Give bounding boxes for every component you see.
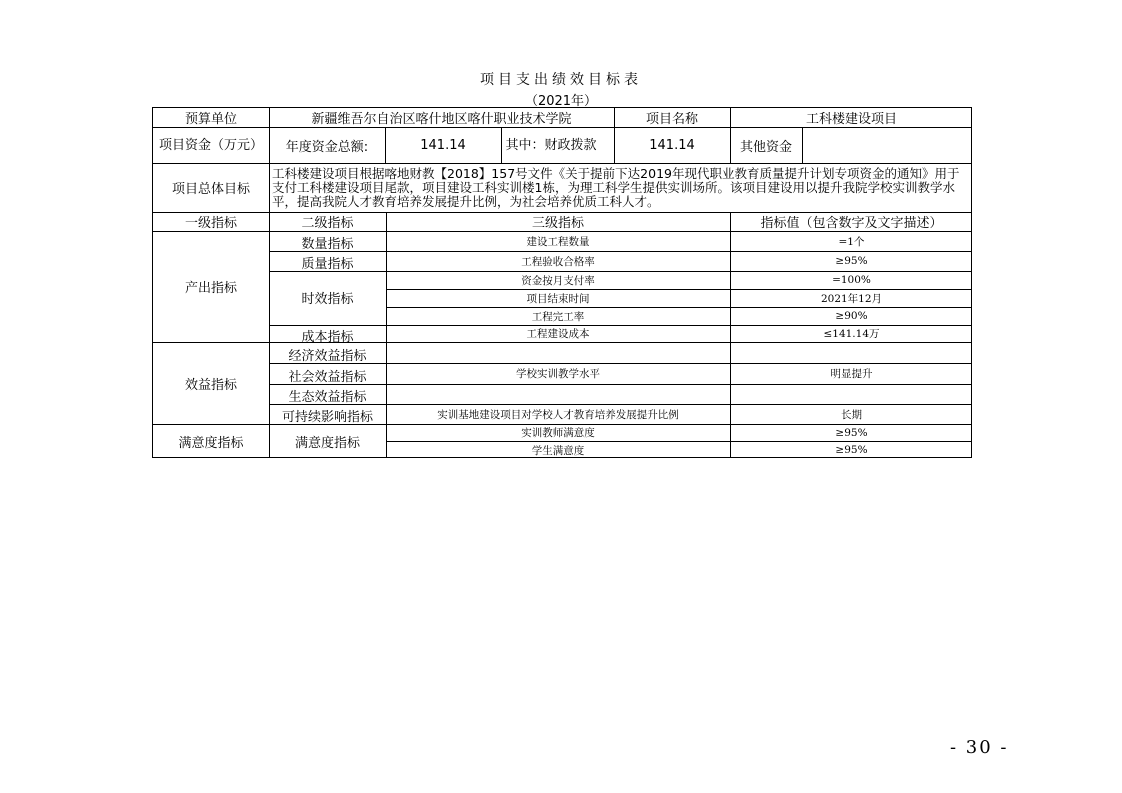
level3-value xyxy=(730,342,972,363)
doc-title: 项目支出绩效目标表 xyxy=(480,72,642,88)
col-divider xyxy=(730,108,731,127)
level3-name: 项目结束时间 xyxy=(526,292,590,305)
row-divider xyxy=(269,384,971,385)
level3-value: =100% xyxy=(832,274,871,286)
row-divider xyxy=(386,289,971,290)
annual-total-label: 年度资金总额: xyxy=(285,139,369,155)
project-name-label: 项目名称 xyxy=(645,112,698,127)
col-divider xyxy=(614,108,615,163)
level3-name: 工程建设成本 xyxy=(526,328,590,340)
row-divider xyxy=(269,363,971,364)
row-divider xyxy=(269,251,971,252)
row-divider xyxy=(153,342,971,343)
col-divider xyxy=(730,212,731,457)
level3-name: 工程验收合格率 xyxy=(521,255,595,268)
level2-social: 社会效益指标 xyxy=(288,370,367,385)
col-divider xyxy=(269,108,270,457)
level3-value: 明显提升 xyxy=(830,368,873,380)
goal-text: 工科楼建设项目根据喀地财教【2018】157号文件《关于提前下达2019年现代职业教育质量提升计划专项资金的通知》用于支付工科楼建设项目尾款，项目建设工科实训楼1栋，为理工科学生提供实训场所。该项目建设用以提升我院学校实训教学水平，提高我院人才教育培养发展提升比例，为社会培养优质工科人才。 xyxy=(272,166,960,209)
level3-value: ≤141.14万 xyxy=(823,328,880,340)
level2-economic: 经济效益指标 xyxy=(288,349,367,364)
row-divider xyxy=(153,424,971,425)
budget-unit-label: 预算单位 xyxy=(184,112,237,127)
level3-name: 实训基地建设项目对学校人才教育培养发展提升比例 xyxy=(437,408,679,421)
budget-unit-value: 新疆维吾尔自治区喀什地区喀什职业技术学院 xyxy=(311,112,572,127)
level3-name: 学生满意度 xyxy=(531,444,585,457)
level3-value: ≥90% xyxy=(835,310,868,322)
level3-value: =1个 xyxy=(838,235,865,248)
row-divider xyxy=(153,231,971,232)
row-divider xyxy=(153,163,971,164)
level1-benefit: 效益指标 xyxy=(184,377,237,393)
col-level2: 二级指标 xyxy=(301,216,354,231)
level1-satisfaction: 满意度指标 xyxy=(178,436,244,451)
fiscal-label: 其中：财政拨款 xyxy=(505,137,597,153)
page-number: - 30 - xyxy=(950,737,1009,758)
other-funds-label: 其他资金 xyxy=(739,139,792,155)
level3-name: 建设工程数量 xyxy=(526,235,590,248)
level2-sustainable: 可持续影响指标 xyxy=(281,410,373,425)
level2-ecological: 生态效益指标 xyxy=(288,390,367,405)
doc-year: （2021年） xyxy=(524,94,598,109)
row-divider xyxy=(386,307,971,308)
level3-name: 工程完工率 xyxy=(531,310,585,323)
level2-quantity: 数量指标 xyxy=(301,237,354,252)
col-value: 指标值（包含数字及文字描述） xyxy=(760,216,943,231)
col-level3: 三级指标 xyxy=(531,216,584,231)
col-divider xyxy=(802,127,803,163)
level3-value: 长期 xyxy=(841,408,862,421)
level3-name: 学校实训教学水平 xyxy=(516,368,600,380)
level3-name: 资金按月支付率 xyxy=(521,274,595,287)
fiscal-value: 141.14 xyxy=(649,137,695,153)
row-divider xyxy=(269,271,971,272)
level3-value xyxy=(730,384,972,404)
funds-label: 项目资金（万元） xyxy=(158,137,263,153)
level3-value: ≥95% xyxy=(835,426,868,439)
level3-value: 2021年12月 xyxy=(820,292,883,305)
other-funds-value xyxy=(802,127,972,163)
level3-name: 实训教师满意度 xyxy=(521,427,595,439)
project-name-value: 工科楼建设项目 xyxy=(805,112,897,127)
row-divider xyxy=(386,441,971,442)
col-divider xyxy=(385,127,386,163)
level2-quality: 质量指标 xyxy=(301,257,354,272)
row-divider xyxy=(269,404,971,405)
level1-output: 产出指标 xyxy=(184,281,237,296)
level2-cost: 成本指标 xyxy=(301,330,354,345)
level2-timeliness: 时效指标 xyxy=(301,292,354,307)
col-divider xyxy=(386,212,387,457)
col-divider xyxy=(730,127,731,163)
level2-satisfaction: 满意度指标 xyxy=(294,436,360,451)
level3-value: ≥95% xyxy=(835,255,868,267)
col-level1: 一级指标 xyxy=(184,216,237,231)
performance-table xyxy=(152,107,972,458)
row-divider xyxy=(153,212,971,213)
col-divider xyxy=(501,127,502,163)
goal-label: 项目总体目标 xyxy=(171,182,250,197)
annual-total-value: 141.14 xyxy=(420,137,466,153)
level3-name xyxy=(386,384,730,404)
row-divider xyxy=(269,325,971,326)
level3-value: ≥95% xyxy=(835,444,868,456)
level3-name xyxy=(386,342,730,363)
row-divider xyxy=(153,127,971,128)
